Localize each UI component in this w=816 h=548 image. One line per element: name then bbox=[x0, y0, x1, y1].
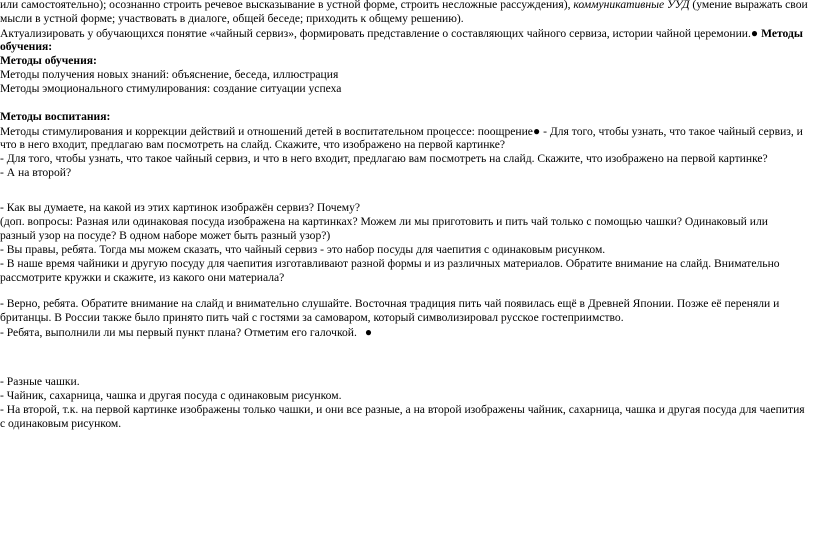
bold-run: Методы bbox=[758, 27, 803, 40]
text-line-7: Методы эмоционального стимулирования: создание ситуации успеха bbox=[0, 82, 342, 95]
text-line-23: - Чайник, сахарница, чашка и другая посуда с одинаковым рисунком. bbox=[0, 389, 342, 402]
text-run: - Для того, чтобы узнать, что такое чайный сервиз, и bbox=[540, 125, 803, 138]
text-run: Актуализировать у обучающихся понятие «чайный сервиз», формировать представление о составляющих чайного сервиза, истории чайной церемонии. bbox=[0, 27, 751, 40]
section-heading-upbringing-methods: Методы воспитания: bbox=[0, 110, 111, 123]
text-line-10: что в него входит, предлагаю вам посмотреть на слайд. Скажите, что изображено на первой картинке? bbox=[0, 138, 506, 151]
text-run: (умение выражать свои bbox=[689, 0, 808, 11]
bullet-icon: ● bbox=[750, 26, 759, 40]
text-line-19: - Верно, ребята. Обратите внимание на слайд и внимательно слушайте. Восточная традиция пить чай появилась ещё в Древней Японии. Позже её переняли и bbox=[0, 297, 780, 310]
text-line-17: - В наше время чайники и другую посуду для чаепития изготавливают разной формы и из различных материалов. Обратите внимание на слайд. Внимательно bbox=[0, 257, 780, 270]
text-run: Методы стимулирования и коррекции действий и отношений детей в воспитательном процессе: поощрение bbox=[0, 125, 533, 138]
text-line-2: мысли в устной форме; участвовать в диалоге, общей беседе; приходить к общему решению). bbox=[0, 12, 464, 25]
text-run: или самостоятельно); осознанно строить речевое высказывание в устной форме, строить несложные рассуждения), bbox=[0, 0, 574, 11]
text-line-3 bbox=[0, 26, 803, 40]
text-line-22: - Разные чашки. bbox=[0, 375, 80, 388]
text-line-13: - Как вы думаете, на какой из этих картинок изображён сервиз? Почему? bbox=[0, 201, 361, 214]
bullet-icon: ● bbox=[364, 325, 373, 339]
section-heading-teaching-methods: Методы обучения: bbox=[0, 54, 97, 67]
text-line-16: - Вы правы, ребята. Тогда мы можем сказать, что чайный сервиз - это набор посуды для чаепития с одинаковым рисунком. bbox=[0, 243, 606, 256]
text-line-4: обучения: bbox=[0, 40, 53, 53]
text-line-14: (доп. вопросы: Разная или одинаковая посуда изображена на картинках? Можем ли мы приготовить и пить чай только с помощью чашки? Одинаковый или bbox=[0, 215, 768, 228]
text-line-24: - На второй, т.к. на первой картинке изображены только чашки, и они все разные, а на второй изображены чайник, сахарница, чашка и другая посуда для чаепития bbox=[0, 403, 805, 416]
text-line-25: с одинаковым рисунком. bbox=[0, 417, 122, 430]
text-line-6: Методы получения новых знаний: объяснение, беседа, иллюстрация bbox=[0, 68, 339, 81]
text-line-9 bbox=[0, 124, 803, 138]
text-line-11: - Для того, чтобы узнать, что такое чайный сервиз, и что в него входит, предлагаю вам посмотреть на слайд. Скажите, что изображено на первой картинке? bbox=[0, 152, 768, 165]
text-line-21 bbox=[0, 325, 372, 339]
italic-run: коммуникативные УУД bbox=[573, 0, 690, 11]
text-run: - Ребята, выполнили ли мы первый пункт плана? Отметим его галочкой. bbox=[0, 326, 357, 339]
text-line-18: рассмотрите кружки и скажите, из какого они материала? bbox=[0, 271, 285, 284]
text-line-20: британцы. В России также было принято пить чай с гостями за самоваром, который символизировал русское гостеприимство. bbox=[0, 311, 624, 324]
text-line-15: разный узор на посуде? В одном наборе может быть разный узор?) bbox=[0, 229, 331, 242]
bullet-icon: ● bbox=[532, 124, 541, 138]
text-line-1 bbox=[0, 0, 808, 12]
text-line-12: - А на второй? bbox=[0, 166, 72, 179]
